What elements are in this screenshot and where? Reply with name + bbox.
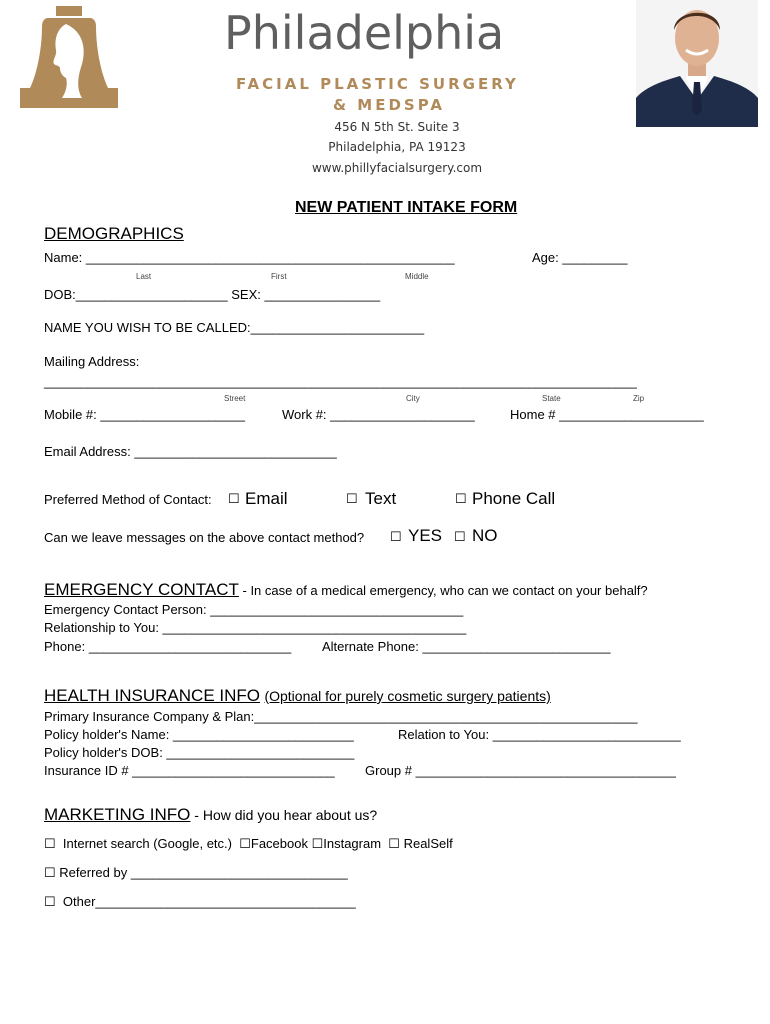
internet-checkbox[interactable]: ☐ (44, 836, 56, 851)
other-row (44, 894, 356, 910)
referred-field[interactable]: Referred by ______________________________ (59, 865, 348, 880)
zip-caption: Zip (633, 394, 645, 403)
yes-checkbox[interactable]: ☐ (390, 529, 402, 544)
marketing-heading-row (44, 805, 377, 825)
city-caption: City (406, 394, 420, 403)
first-caption: First (271, 272, 287, 281)
email-checkbox[interactable]: ☐ (228, 491, 240, 506)
emergency-heading: EMERGENCY CONTACT (44, 580, 239, 599)
nickname-field[interactable]: NAME YOU WISH TO BE CALLED:________________________ (44, 320, 425, 335)
relationship-field[interactable]: Relationship to You: __________________________________________ (44, 620, 467, 635)
brand-subtitle: FACIAL PLASTIC SURGERY (236, 75, 519, 93)
emergency-note: - In case of a medical emergency, who can we contact on your behalf? (238, 583, 648, 598)
internet-option-label: Internet search (Google, etc.) (62, 836, 232, 851)
emergency-heading-row (44, 580, 648, 600)
brand-name: Philadelphia (224, 6, 505, 60)
realself-option-label: RealSelf (403, 836, 453, 851)
facebook-option-label: Facebook (250, 836, 308, 851)
policy-holder-dob-field[interactable]: Policy holder's DOB: __________________________ (44, 745, 355, 760)
leave-messages-label: Can we leave messages on the above contact method? (44, 530, 365, 545)
realself-checkbox[interactable]: ☐ (388, 836, 400, 851)
website-link[interactable]: www.phillyfacialsurgery.com (311, 161, 483, 175)
facebook-checkbox[interactable]: ☐ (239, 836, 251, 851)
address-line-1: 456 N 5th St. Suite 3 (334, 120, 460, 134)
mailing-address-label: Mailing Address: (44, 354, 140, 369)
insurance-company-field[interactable]: Primary Insurance Company & Plan:_____________________________________________________ (44, 709, 638, 724)
alternate-phone-field[interactable]: Alternate Phone: __________________________ (322, 639, 611, 654)
email-option-label: Email (245, 489, 288, 508)
street-caption: Street (224, 394, 246, 403)
other-checkbox[interactable]: ☐ (44, 894, 56, 909)
yes-option-label: YES (408, 526, 443, 545)
insurance-heading: HEALTH INSURANCE INFO (44, 686, 260, 705)
email-field[interactable]: Email Address: ____________________________ (44, 444, 337, 459)
mailing-address-field[interactable]: __________________________________________________________________________________ (44, 374, 637, 389)
marketing-note: - How did you hear about us? (190, 807, 378, 823)
marketing-options-row (44, 836, 453, 852)
text-checkbox[interactable]: ☐ (346, 491, 358, 506)
group-field[interactable]: Group # ____________________________________ (365, 763, 676, 778)
other-field[interactable]: Other____________________________________ (62, 894, 356, 909)
insurance-note: (Optional for purely cosmetic surgery patients) (264, 688, 551, 704)
last-caption: Last (136, 272, 152, 281)
insurance-heading-row (44, 686, 551, 706)
middle-caption: Middle (405, 272, 429, 281)
dob-sex-field[interactable]: DOB:_____________________ SEX: ________________ (44, 287, 381, 302)
insurance-id-field[interactable]: Insurance ID # ____________________________ (44, 763, 335, 778)
text-option-label: Text (365, 489, 397, 508)
emergency-phone-field[interactable]: Phone: ____________________________ (44, 639, 292, 654)
instagram-option-label: Instagram (323, 836, 382, 851)
state-caption: State (542, 394, 561, 403)
doctor-photo (636, 0, 758, 127)
phone-call-option-label: Phone Call (472, 489, 556, 508)
work-field[interactable]: Work #: ____________________ (282, 407, 475, 422)
referred-row (44, 865, 348, 881)
demographics-heading: DEMOGRAPHICS (44, 224, 184, 243)
name-field[interactable]: Name: ___________________________________________________ (44, 250, 455, 265)
marketing-heading: MARKETING INFO (44, 805, 191, 824)
home-field[interactable]: Home # ____________________ (510, 407, 704, 422)
policy-holder-name-field[interactable]: Policy holder's Name: _________________________ (44, 727, 354, 742)
no-checkbox[interactable]: ☐ (454, 529, 466, 544)
instagram-checkbox[interactable]: ☐ (311, 836, 324, 851)
logo-icon (18, 4, 120, 110)
brand-subtitle-medspa: & MEDSPA (333, 96, 445, 114)
referred-checkbox[interactable]: ☐ (44, 865, 56, 880)
emergency-person-field[interactable]: Emergency Contact Person: ___________________________________ (44, 602, 464, 617)
preferred-contact-label: Preferred Method of Contact: (44, 492, 212, 507)
no-option-label: NO (472, 526, 498, 545)
relation-field[interactable]: Relation to You: __________________________ (398, 727, 681, 742)
form-title: NEW PATIENT INTAKE FORM (295, 199, 518, 216)
mobile-field[interactable]: Mobile #: ____________________ (44, 407, 245, 422)
age-field[interactable]: Age: _________ (532, 250, 628, 265)
phone-call-checkbox[interactable]: ☐ (455, 491, 467, 506)
address-line-2: Philadelphia, PA 19123 (328, 140, 466, 154)
